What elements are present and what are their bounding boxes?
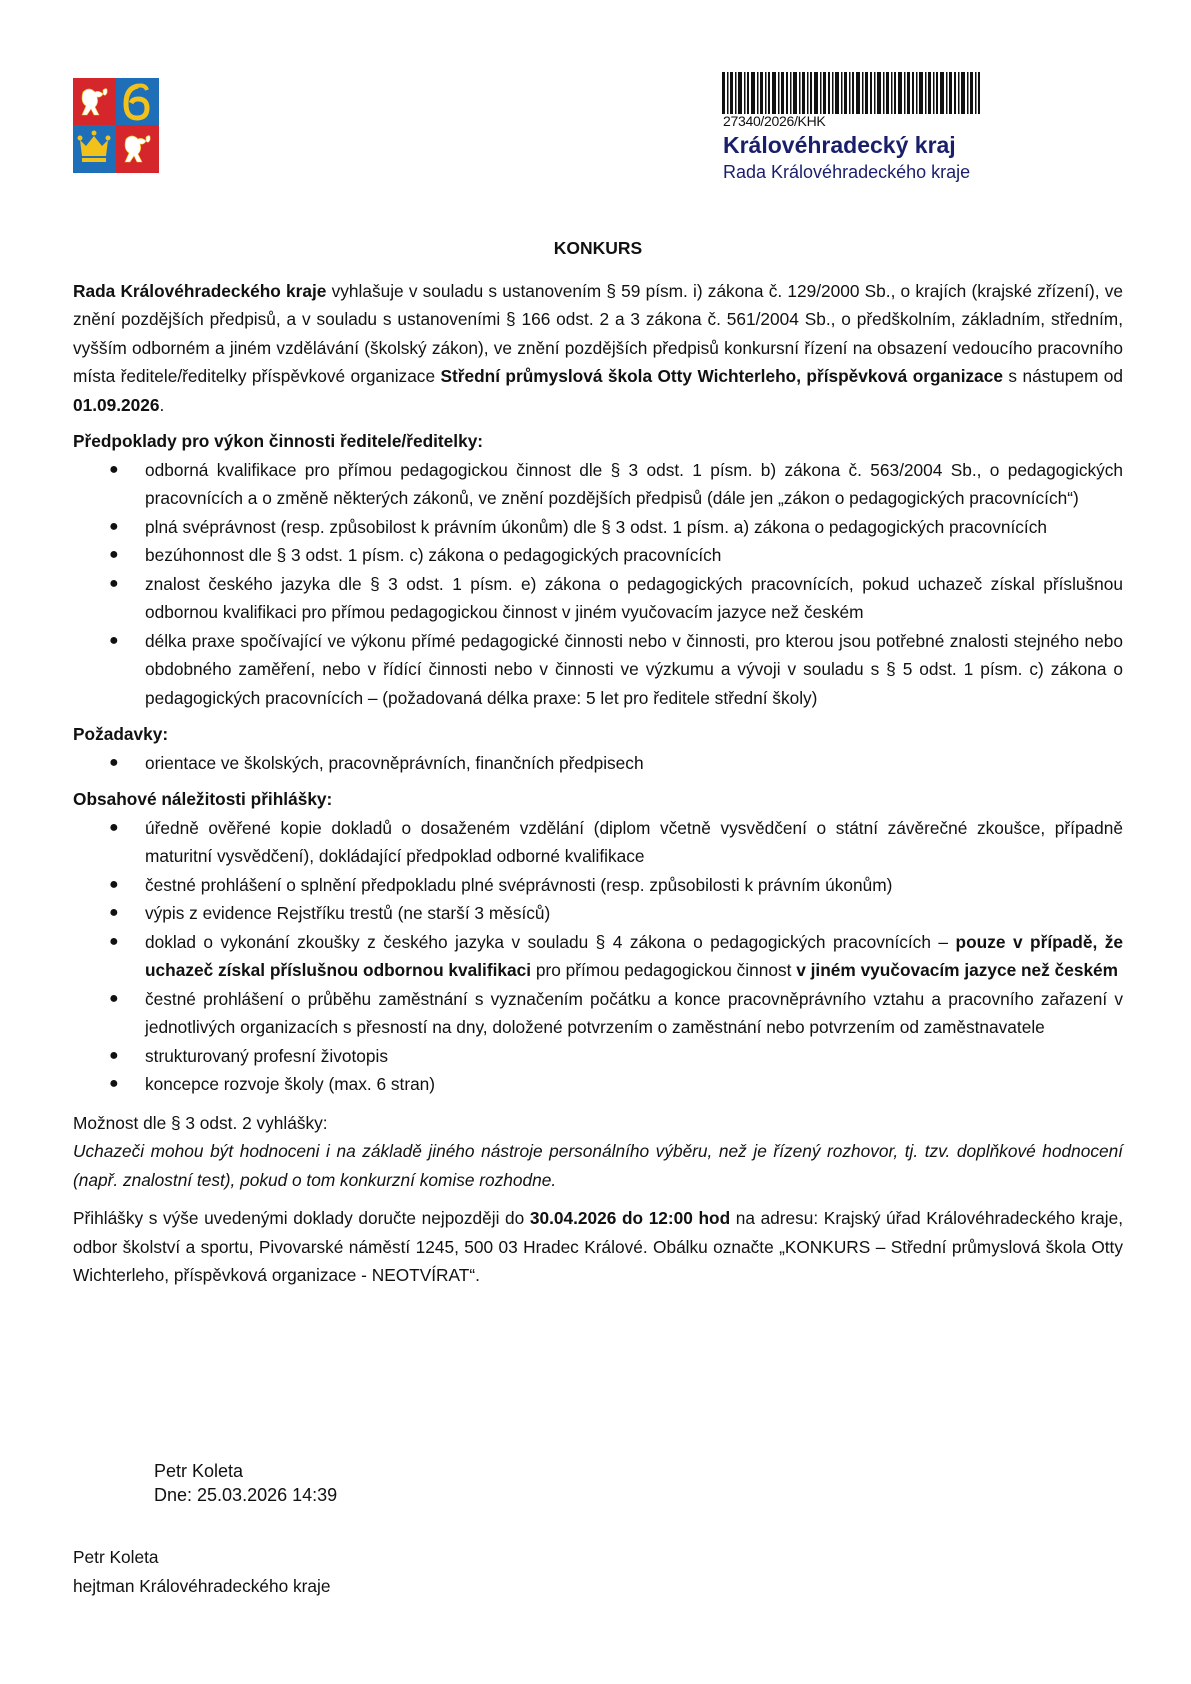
list-item: ● čestné prohlášení o průběhu zaměstnání s vyznačením počátku a konce pracovněprávního vztahu a pracovního zařazení v jednotlivých organizacích s přesností na dny, doložené potvrzením o zaměstnání nebo potvrzením od zaměstnavatele bbox=[73, 985, 1123, 1042]
option-text: Uchazeči mohou být hodnoceni i na základě jiného nástroje personálního výběru, než je řízený rozhovor, tj. tzv. doplňkové hodnocení (např. znalostní test), pokud o tom konkurzní komise rozhodne. bbox=[73, 1141, 1123, 1190]
list-item: ● délka praxe spočívající ve výkonu přímé pedagogické činnosti nebo v činnosti, pro kterou jsou potřebné znalosti stejného nebo obdobného zaměření, nebo v řídící činnosti nebo v činnosti ve výzkumu a vývoji v souladu s § 5 odst. 1 písm. c) zákona o pedagogických pracovnících – (požadovaná délka praxe: 5 let pro ředitele střední školy) bbox=[73, 627, 1123, 713]
organization-subtitle: Rada Královéhradeckého kraje bbox=[723, 162, 971, 182]
coat-of-arms-icon bbox=[73, 78, 159, 173]
list-item: ● orientace ve školských, pracovněprávních, finančních předpisech bbox=[73, 749, 1123, 778]
requirements-heading: Požadavky: bbox=[73, 724, 169, 744]
deadline: 30.04.2026 do 12:00 hod bbox=[529, 1208, 731, 1228]
signer-title: hejtman Královéhradeckého kraje bbox=[73, 1575, 331, 1596]
list-item: ● koncepce rozvoje školy (max. 6 stran) bbox=[73, 1070, 1123, 1099]
list-item: ● znalost českého jazyka dle § 3 odst. 1 písm. e) zákona o pedagogických pracovnících, pokud uchazeč získal příslušnou odbornou kvalifikaci pro přímou pedagogickou činnost v jiném vyučovacím jazyce než českém bbox=[73, 570, 1123, 627]
application-list bbox=[73, 814, 1123, 1099]
intro-paragraph: Rada Královéhradeckého kraje vyhlašuje v souladu s ustanovením § 59 písm. i) zákona č. 129/2000 Sb., o krajích (krajské zřízení), ve znění pozdějších předpisů, a v souladu s ustanoveními § 166 odst. 2 a 3 zákona č. 561/2004 Sb., o předškolním, základním, středním, vyšším odborném a jiném vzdělávání (školský zákon), ve znění pozdějších předpisů konkursní řízení na obsazení vedoucího pracovního místa ředitele/ředitelky příspěvkové organizace Střední průmyslová škola Otty Wichterleho, příspěvková organizace s nástupem od 01.09.2026. bbox=[73, 280, 1124, 415]
bullet-icon: ● bbox=[109, 1075, 119, 1092]
school-name: Střední průmyslová škola Otty Wichterleho, příspěvková organizace bbox=[440, 366, 1003, 386]
list-item: ● plná svéprávnost (resp. způsobilost k právním úkonům) dle § 3 odst. 1 písm. a) zákona o pedagogických pracovnících bbox=[73, 513, 1123, 542]
bullet-icon: ● bbox=[109, 932, 119, 950]
bullet-icon: ● bbox=[109, 875, 119, 893]
intro-issuer: Rada Královéhradeckého kraje bbox=[73, 280, 327, 301]
list-item: ● doklad o vykonání zkoušky z českého jazyka v souladu § 4 zákona o pedagogických pracovnících – pouze v případě, že uchazeč získal příslušnou odbornou kvalifikaci pro přímou pedagogickou činnost v jiném vyučovacím jazyce než českém bbox=[73, 928, 1123, 985]
signature-date: Dne: 25.03.2026 14:39 bbox=[154, 1485, 338, 1505]
submission-paragraph: Přihlášky s výše uvedenými doklady doručte nejpozději do 30.04.2026 do 12:00 hod na adresu: Krajský úřad Královéhradeckého kraje, odbor školství a sportu, Pivovarské náměstí 1245, 500 03 Hradec Králové. Obálku označte „KONKURS – Střední průmyslová škola Otty Wichterleho, příspěvková organizace - NEOTVÍRAT“. bbox=[73, 1208, 1124, 1285]
bullet-icon: ● bbox=[109, 460, 119, 478]
list-item: ● odborná kvalifikace pro přímou pedagogickou činnost dle § 3 odst. 1 písm. b) zákona č. 563/2004 Sb., o pedagogických pracovnících a o změně některých zákonů, ve znění pozdějších předpisů (dále jen „zákon o pedagogických pracovnících“) bbox=[73, 456, 1123, 513]
bullet-icon: ● bbox=[109, 1046, 119, 1064]
list-item: ● strukturovaný profesní životopis bbox=[73, 1042, 1123, 1071]
document-title: KONKURS bbox=[553, 238, 643, 258]
reference-number: 27340/2026/KHK bbox=[723, 113, 826, 129]
bullet-icon: ● bbox=[109, 546, 119, 563]
prerequisites-heading: Předpoklady pro výkon činnosti ředitele/ředitelky: bbox=[73, 431, 484, 451]
bullet-icon: ● bbox=[109, 753, 119, 771]
barcode-icon bbox=[722, 72, 980, 114]
list-item: ● výpis z evidence Rejstříku trestů (ne starší 3 měsíců) bbox=[73, 899, 1123, 928]
start-date: 01.09.2026 bbox=[73, 394, 160, 415]
signer-block bbox=[73, 1543, 330, 1600]
signature-name: Petr Koleta bbox=[154, 1461, 244, 1481]
requirements-list bbox=[73, 749, 1123, 778]
bullet-icon: ● bbox=[109, 818, 119, 836]
organization-name: Královéhradecký kraj bbox=[723, 132, 956, 158]
list-item: ● bezúhonnost dle § 3 odst. 1 písm. c) zákona o pedagogických pracovnících bbox=[73, 541, 1123, 570]
bullet-icon: ● bbox=[109, 904, 119, 921]
bullet-icon: ● bbox=[109, 631, 119, 649]
signer-name: Petr Koleta bbox=[73, 1547, 159, 1567]
list-item: ● úředně ověřené kopie dokladů o dosaženém vzdělání (diplom včetně vysvědčení o státní závěrečné zkoušce, případně maturitní vysvědčení), dokládající předpoklad odborné kvalifikace bbox=[73, 814, 1123, 871]
list-item: ● čestné prohlášení o splnění předpokladu plné svéprávnosti (resp. způsobilosti k právním úkonům) bbox=[73, 871, 1123, 900]
application-heading: Obsahové náležitosti přihlášky: bbox=[73, 789, 333, 809]
prerequisites-list bbox=[73, 456, 1123, 713]
bullet-icon: ● bbox=[109, 989, 119, 1007]
bullet-icon: ● bbox=[109, 574, 119, 592]
document-body bbox=[73, 234, 1123, 1290]
electronic-signature bbox=[154, 1459, 337, 1507]
option-label: Možnost dle § 3 odst. 2 vyhlášky: bbox=[73, 1112, 328, 1133]
bullet-icon: ● bbox=[109, 517, 119, 535]
